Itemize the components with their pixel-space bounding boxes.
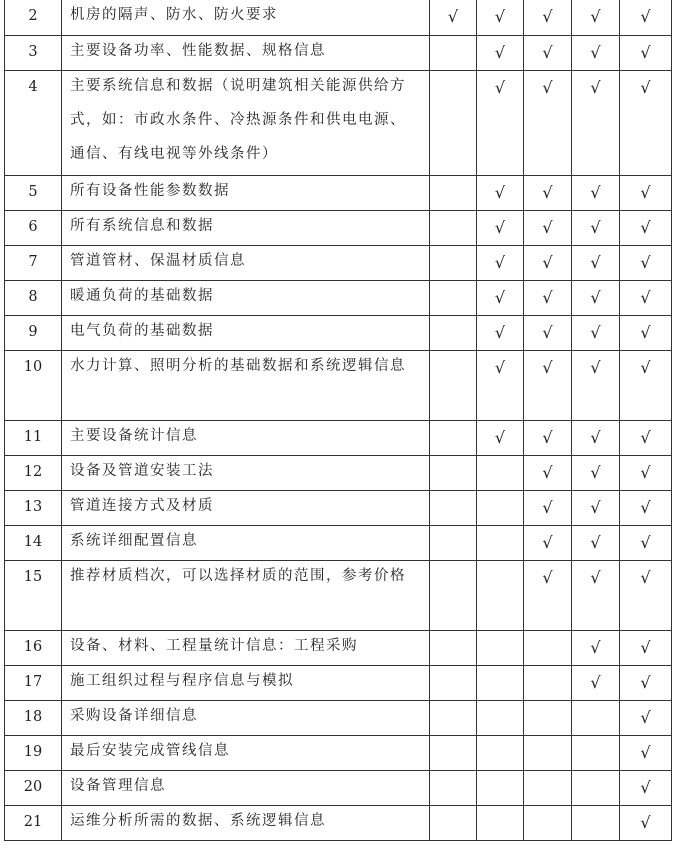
table-row [5,245,672,280]
check-cell-2: √ [477,280,524,315]
row-description-text: 所有系统信息和数据 [70,217,214,234]
row-description [62,455,430,490]
table-row [5,280,672,315]
row-description-text: 水力计算、照明分析的基础数据和系统逻辑信息 [70,357,406,374]
check-cell-5: √ [620,0,672,35]
row-description-text: 系统详细配置信息 [70,532,198,549]
check-cell-2 [477,770,524,805]
row-description [62,560,430,630]
check-cell-5: √ [620,455,672,490]
check-cell-1 [430,420,477,455]
check-cell-4: √ [572,525,620,560]
row-description [62,490,430,525]
check-cell-3 [524,805,572,840]
check-cell-2: √ [477,70,524,175]
table-row [5,70,672,175]
row-description-text: 暖通负荷的基础数据 [70,287,214,304]
row-description-text: 最后安装完成管线信息 [70,742,230,759]
check-cell-5: √ [620,525,672,560]
row-description-text: 主要设备功率、性能数据、规格信息 [70,42,326,59]
row-number: 18 [5,700,62,735]
check-cell-1 [430,70,477,175]
row-number: 4 [5,70,62,175]
table-row [5,35,672,70]
row-description-text: 施工组织过程与程序信息与模拟 [70,672,294,689]
check-cell-5: √ [620,770,672,805]
check-cell-2 [477,735,524,770]
check-cell-2 [477,665,524,700]
check-cell-3: √ [524,210,572,245]
row-description-text: 管道管材、保温材质信息 [70,252,246,269]
table-row [5,350,672,420]
row-description-text: 设备管理信息 [70,777,166,794]
check-cell-5: √ [620,700,672,735]
row-description [62,0,430,35]
check-cell-4 [572,770,620,805]
check-cell-1 [430,315,477,350]
check-cell-3: √ [524,0,572,35]
table-row [5,805,672,840]
table-row [5,315,672,350]
check-cell-3: √ [524,350,572,420]
check-cell-3 [524,770,572,805]
table-row [5,175,672,210]
row-description-text: 主要设备统计信息 [70,427,198,444]
table-row [5,420,672,455]
row-number: 16 [5,630,62,665]
row-description [62,630,430,665]
check-cell-4: √ [572,210,620,245]
check-cell-4: √ [572,665,620,700]
row-description [62,70,430,175]
row-number: 9 [5,315,62,350]
row-number: 3 [5,35,62,70]
row-description-text: 所有设备性能参数数据 [70,182,230,199]
check-cell-3 [524,630,572,665]
check-cell-3: √ [524,70,572,175]
check-cell-1 [430,245,477,280]
check-cell-3 [524,700,572,735]
check-cell-3 [524,735,572,770]
check-cell-5: √ [620,735,672,770]
check-cell-4: √ [572,315,620,350]
check-cell-5: √ [620,490,672,525]
check-cell-3: √ [524,560,572,630]
check-cell-2 [477,700,524,735]
check-cell-2 [477,455,524,490]
check-cell-1 [430,700,477,735]
row-description-text: 设备及管道安装工法 [70,462,214,479]
row-description-text: 推荐材质档次，可以选择材质的范围，参考价格 [70,567,406,584]
check-cell-3: √ [524,490,572,525]
row-number: 12 [5,455,62,490]
row-description [62,420,430,455]
row-description [62,175,430,210]
row-number: 19 [5,735,62,770]
check-cell-1 [430,175,477,210]
check-cell-1 [430,525,477,560]
row-description [62,350,430,420]
table-row [5,210,672,245]
check-cell-1 [430,280,477,315]
table-row [5,770,672,805]
row-number: 5 [5,175,62,210]
check-cell-2: √ [477,245,524,280]
check-cell-1 [430,735,477,770]
check-cell-3: √ [524,525,572,560]
check-cell-5: √ [620,210,672,245]
check-cell-1 [430,560,477,630]
check-cell-1 [430,630,477,665]
row-description [62,770,430,805]
check-cell-2: √ [477,420,524,455]
check-cell-4: √ [572,560,620,630]
check-cell-5: √ [620,35,672,70]
check-cell-1 [430,35,477,70]
check-cell-1 [430,350,477,420]
row-number: 10 [5,350,62,420]
row-description-text: 机房的隔声、防水、防火要求 [70,7,278,23]
check-cell-5: √ [620,630,672,665]
row-number: 17 [5,665,62,700]
check-cell-5: √ [620,245,672,280]
table-row [5,560,672,630]
check-cell-5: √ [620,70,672,175]
check-cell-2: √ [477,0,524,35]
check-cell-3: √ [524,245,572,280]
row-description [62,315,430,350]
requirements-table [4,0,672,841]
check-cell-4: √ [572,350,620,420]
table-row [5,0,672,35]
check-cell-2 [477,560,524,630]
check-cell-4: √ [572,455,620,490]
table-row [5,455,672,490]
check-cell-2 [477,525,524,560]
check-cell-4 [572,805,620,840]
check-cell-5: √ [620,805,672,840]
check-cell-2 [477,490,524,525]
row-description-text: 电气负荷的基础数据 [70,322,214,339]
check-cell-2: √ [477,210,524,245]
check-cell-3: √ [524,455,572,490]
table-row [5,665,672,700]
row-description [62,280,430,315]
row-description [62,35,430,70]
check-cell-4: √ [572,35,620,70]
row-number: 2 [5,0,62,35]
check-cell-1 [430,770,477,805]
row-description [62,805,430,840]
row-description-text: 主要系统信息和数据（说明建筑相关能源供给方式，如：市政水条件、冷热源条件和供电电源、通信、有线电视等外线条件） [70,77,406,162]
row-number: 6 [5,210,62,245]
check-cell-5: √ [620,350,672,420]
row-description-text: 管道连接方式及材质 [70,497,214,514]
table-body [5,0,672,840]
row-description [62,245,430,280]
row-description [62,525,430,560]
table-row [5,735,672,770]
check-cell-1 [430,665,477,700]
check-cell-4: √ [572,70,620,175]
row-description [62,735,430,770]
check-cell-5: √ [620,665,672,700]
check-cell-1 [430,210,477,245]
row-number: 14 [5,525,62,560]
check-cell-4 [572,700,620,735]
row-description [62,665,430,700]
check-cell-3: √ [524,420,572,455]
check-cell-3: √ [524,175,572,210]
row-description [62,700,430,735]
check-cell-1: √ [430,0,477,35]
check-cell-2 [477,805,524,840]
check-cell-3: √ [524,315,572,350]
check-cell-2 [477,630,524,665]
check-cell-3: √ [524,280,572,315]
check-cell-4: √ [572,175,620,210]
check-cell-1 [430,455,477,490]
check-cell-5: √ [620,175,672,210]
check-cell-2: √ [477,35,524,70]
check-cell-4: √ [572,420,620,455]
check-cell-2: √ [477,350,524,420]
row-number: 11 [5,420,62,455]
check-cell-1 [430,805,477,840]
check-cell-5: √ [620,560,672,630]
table-row [5,630,672,665]
check-cell-4: √ [572,245,620,280]
check-cell-2: √ [477,175,524,210]
check-cell-3 [524,665,572,700]
check-cell-5: √ [620,420,672,455]
check-cell-5: √ [620,315,672,350]
check-cell-4: √ [572,490,620,525]
check-cell-2: √ [477,315,524,350]
row-number: 8 [5,280,62,315]
table-row [5,525,672,560]
check-cell-4: √ [572,630,620,665]
check-cell-5: √ [620,280,672,315]
table-row [5,490,672,525]
row-number: 21 [5,805,62,840]
row-number: 7 [5,245,62,280]
row-number: 13 [5,490,62,525]
check-cell-3: √ [524,35,572,70]
row-number: 20 [5,770,62,805]
row-description-text: 设备、材料、工程量统计信息：工程采购 [70,637,358,654]
check-cell-4 [572,735,620,770]
check-cell-4: √ [572,0,620,35]
check-cell-1 [430,490,477,525]
row-description-text: 运维分析所需的数据、系统逻辑信息 [70,812,326,829]
table-row [5,700,672,735]
row-description [62,210,430,245]
row-number: 15 [5,560,62,630]
row-description-text: 采购设备详细信息 [70,707,198,724]
check-cell-4: √ [572,280,620,315]
